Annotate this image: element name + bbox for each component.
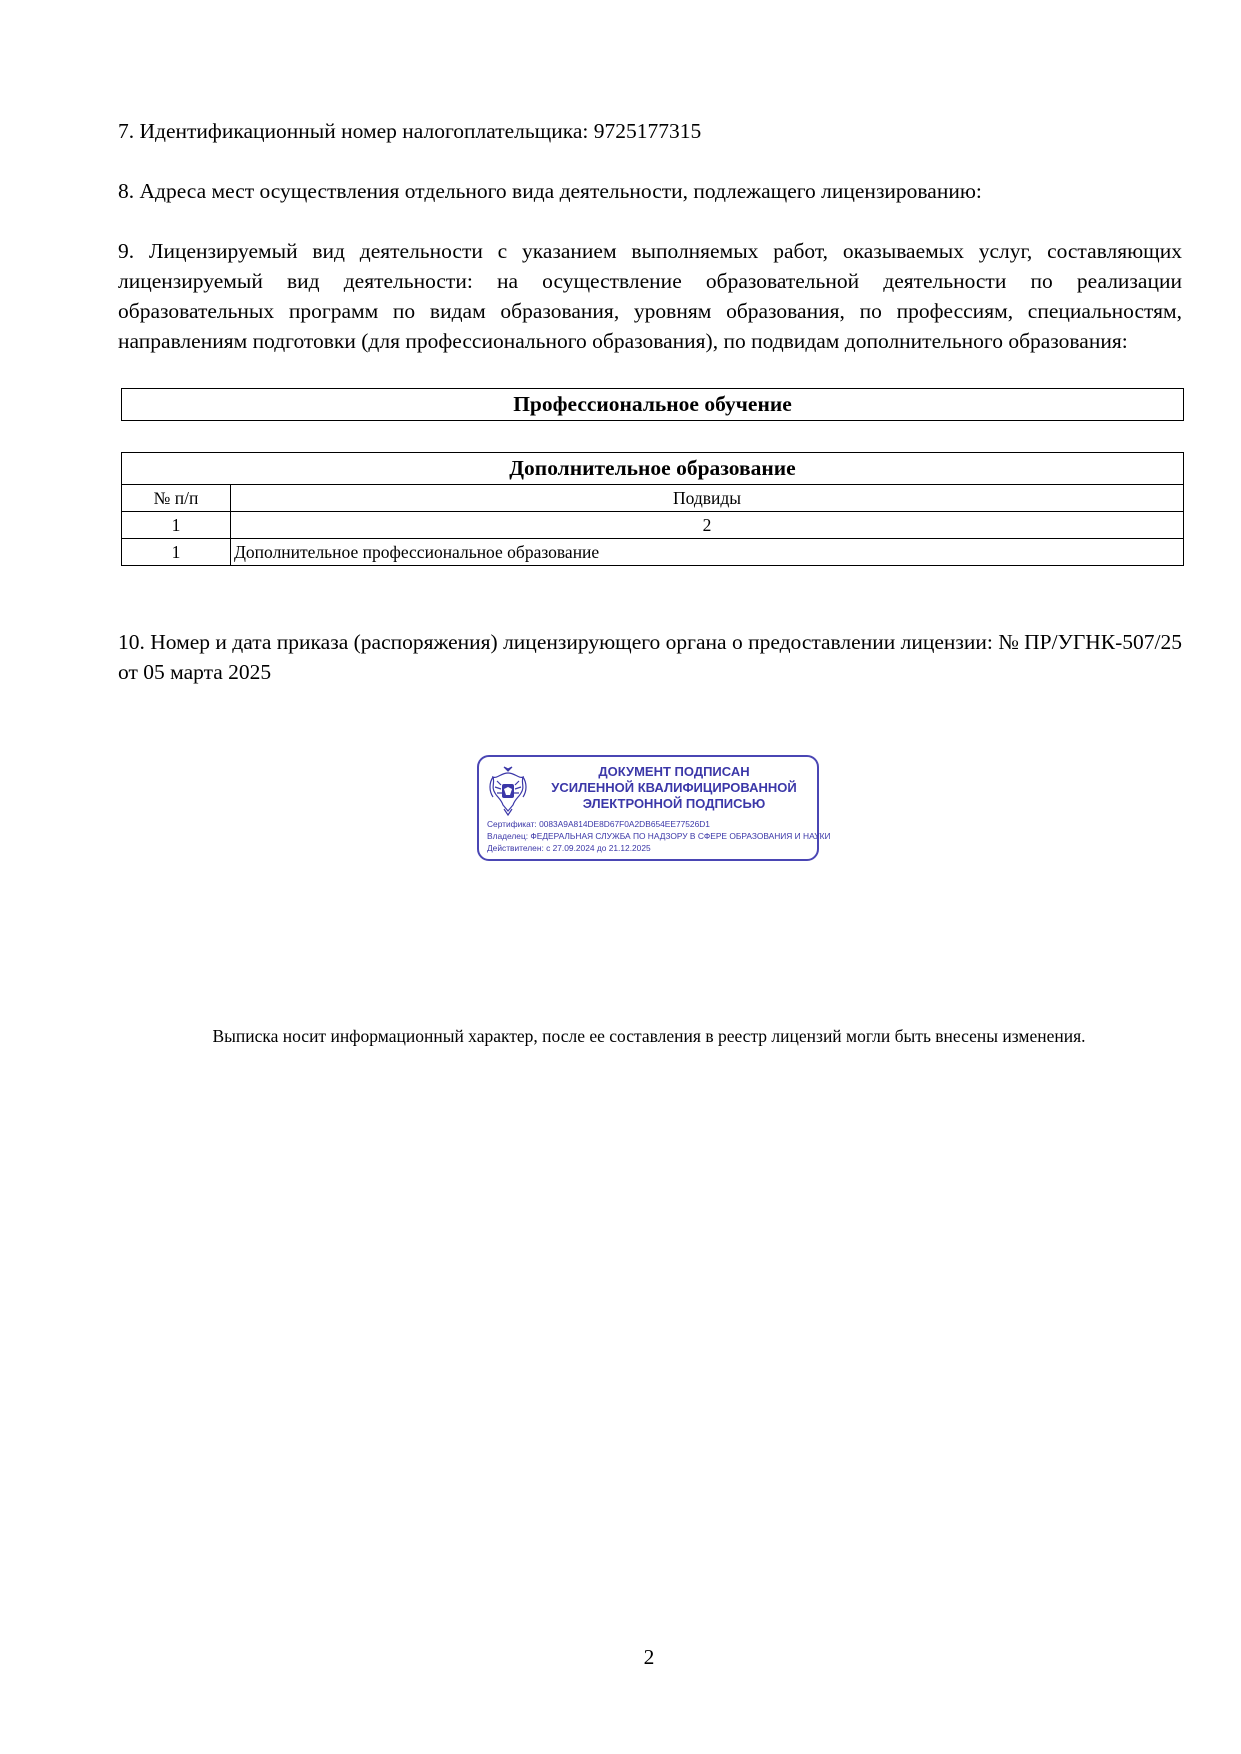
disclaimer-note: Выписка носит информационный характер, после ее составления в реестр лицензий могли быть внесены изменения. <box>212 1026 1086 1046</box>
column-header-subtypes: Подвиды <box>231 485 1184 512</box>
licensed-activity-paragraph: 9. Лицензируемый вид деятельности с указанием выполняемых работ, оказываемых услуг, составляющих лицензируемый вид деятельности: на осуществление образовательной деятельности по реализации образовательных программ по видам образования, уровням образования, по профессиям, специальностям, направлениям подготовки (для профессионального образования), по подвидам дополнительного образования: <box>118 239 1182 353</box>
stamp-title-line: ЭЛЕКТРОННОЙ ПОДПИСЬЮ <box>582 796 766 811</box>
activity-addresses-paragraph: 8. Адреса мест осуществления отдельного вида деятельности, подлежащего лицензированию: <box>118 179 982 203</box>
stamp-owner: Владелец: ФЕДЕРАЛЬНАЯ СЛУЖБА ПО НАДЗОРУ В СФЕРЕ ОБРАЗОВАНИЯ И НАУКИ <box>487 831 831 841</box>
order-paragraph: 10. Номер и дата приказа (распоряжения) лицензирующего органа о предоставлении лицензии: № ПР/УГНК-507/25 от 05 марта 2025 <box>118 630 1182 684</box>
table-row <box>122 539 1184 566</box>
professional-training-title: Профессиональное обучение <box>122 389 1184 421</box>
column-header-number: № п/п <box>122 485 231 512</box>
stamp-title-line: ДОКУМЕНТ ПОДПИСАН <box>598 764 750 779</box>
professional-training-table <box>121 388 1184 421</box>
row-subtype: Дополнительное профессиональное образование <box>231 539 1184 566</box>
page-number: 2 <box>643 1645 655 1669</box>
tin-paragraph: 7. Идентификационный номер налогоплательщика: 9725177315 <box>118 119 702 143</box>
additional-education-table <box>121 452 1184 566</box>
column-index-2: 2 <box>231 512 1184 539</box>
stamp-title-line: УСИЛЕННОЙ КВАЛИФИЦИРОВАННОЙ <box>551 780 797 795</box>
stamp-validity: Действителен: с 27.09.2024 до 21.12.2025 <box>487 843 651 853</box>
additional-education-title: Дополнительное образование <box>122 453 1184 485</box>
stamp-certificate: Сертификат: 0083A9A814DE8D67F0A2DB654EE77526D1 <box>487 819 710 829</box>
column-index-1: 1 <box>122 512 231 539</box>
coat-of-arms-icon <box>487 765 529 817</box>
row-number: 1 <box>122 539 231 566</box>
electronic-signature-stamp <box>477 755 831 861</box>
stamp-title <box>535 764 813 812</box>
